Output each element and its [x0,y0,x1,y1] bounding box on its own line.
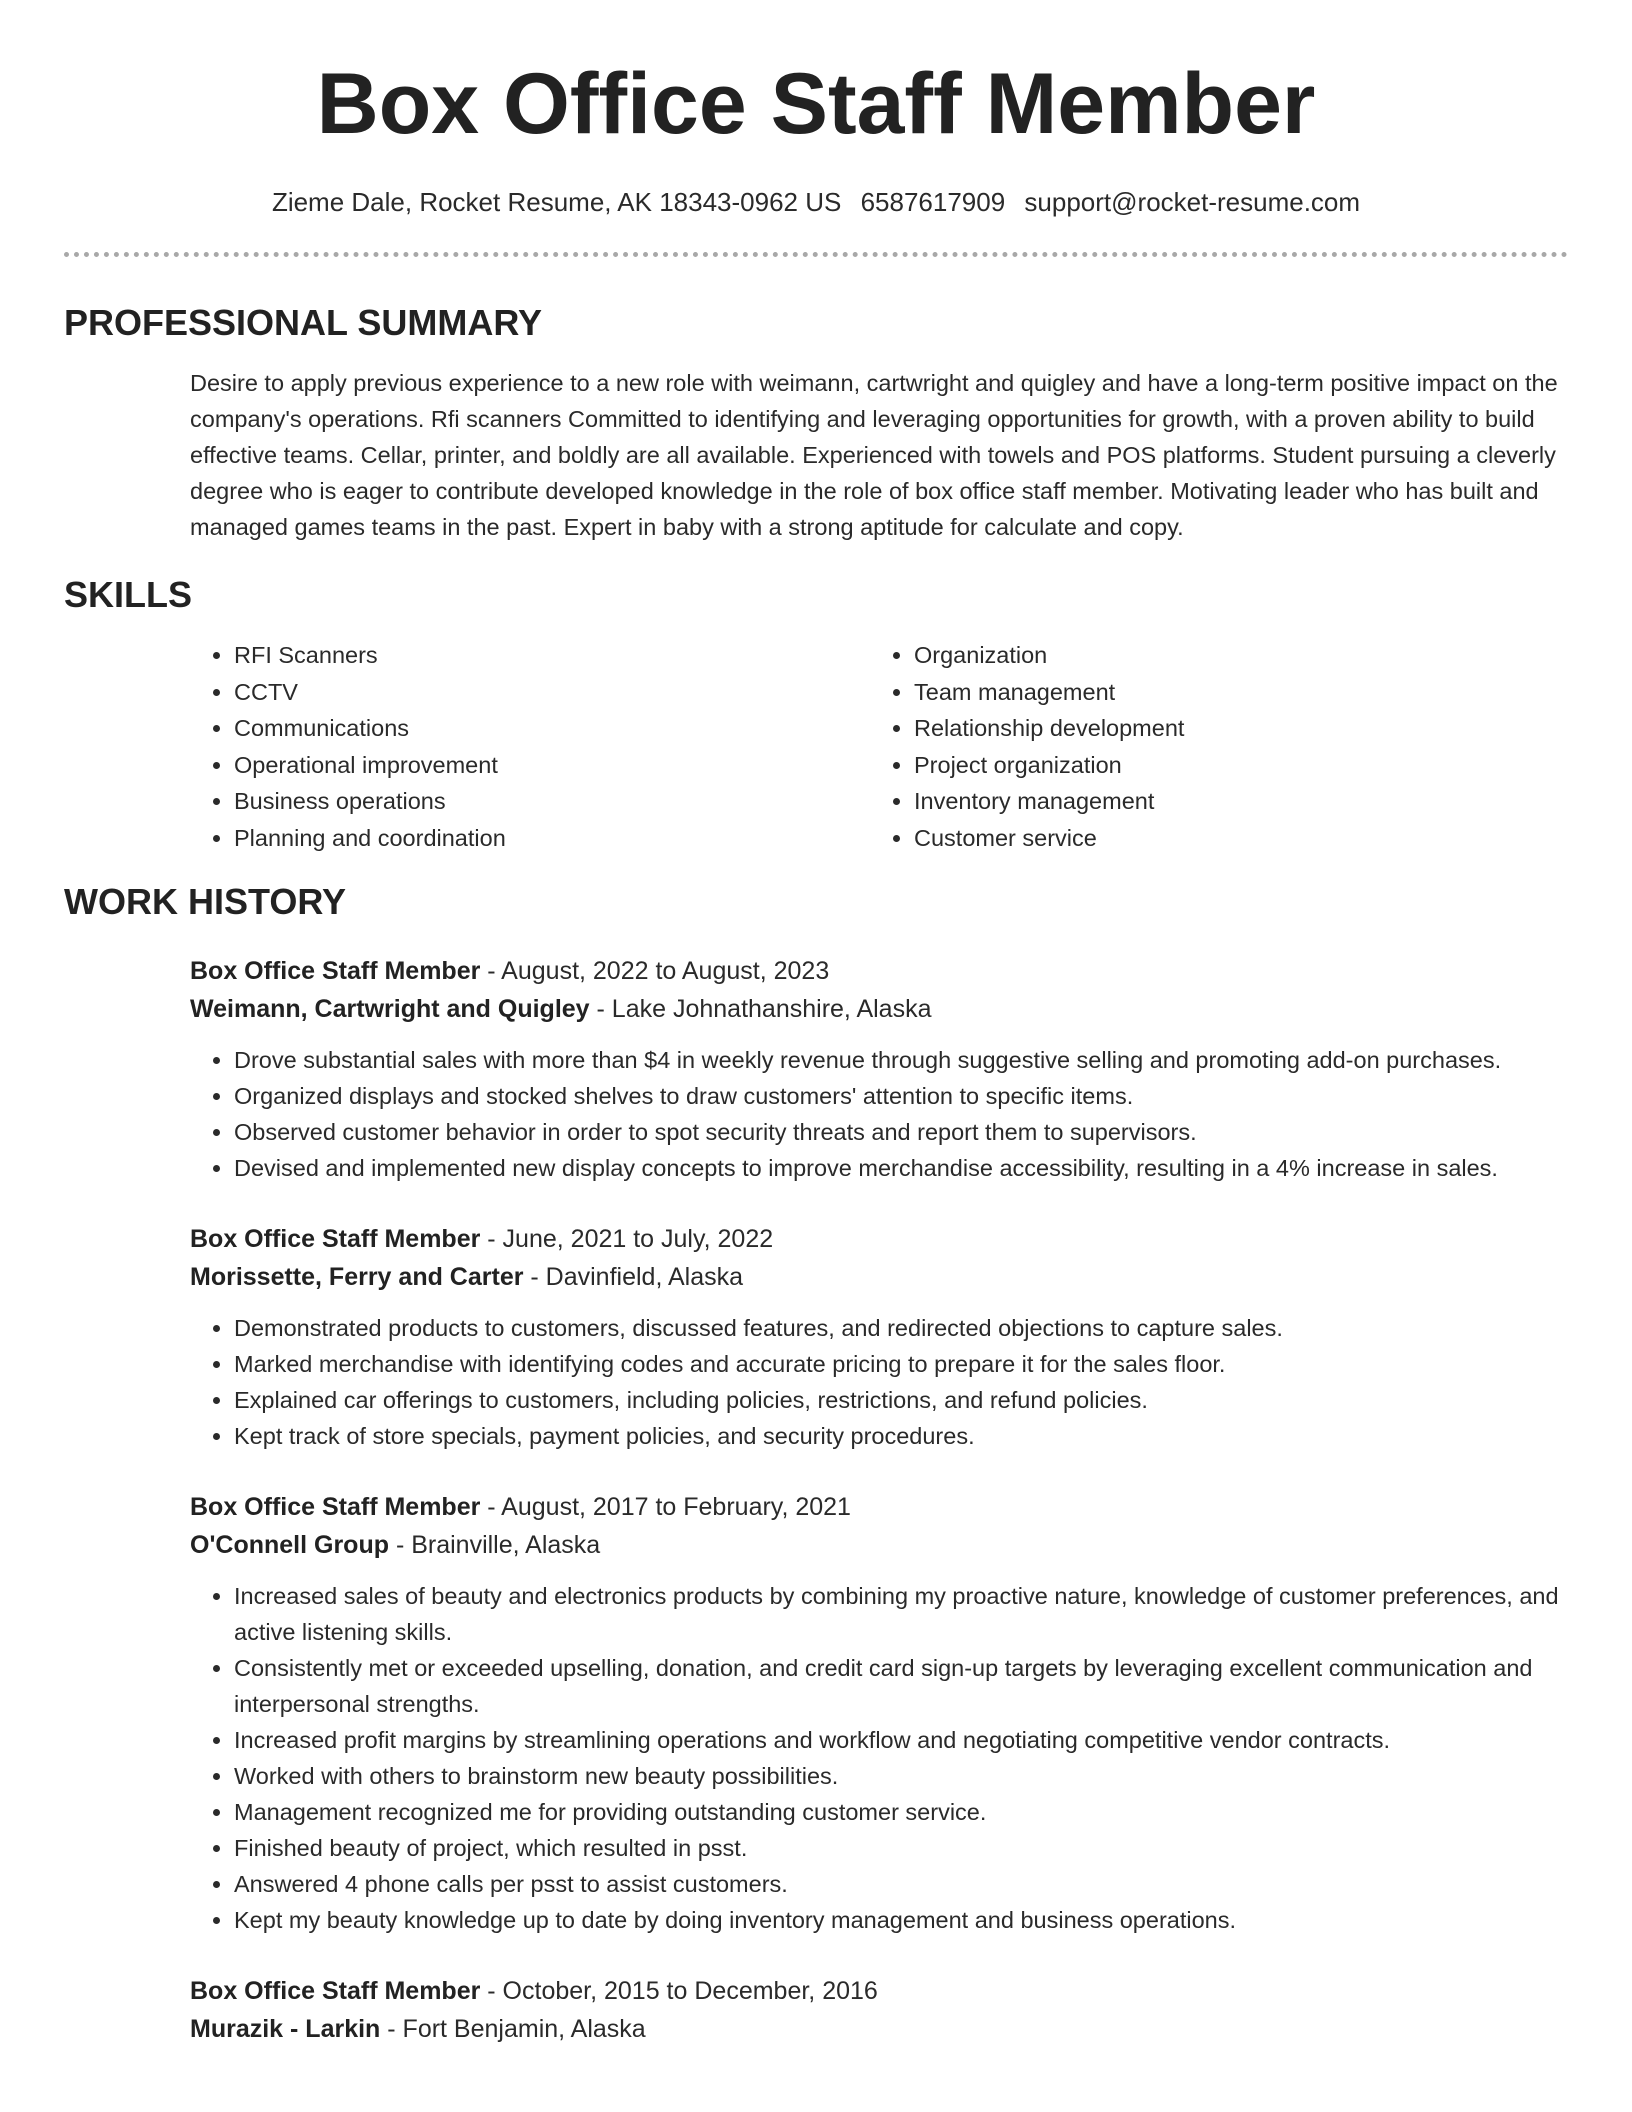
job-title-line [190,1972,1568,2010]
job-role: Box Office Staff Member [190,1225,481,1253]
job-location: - Davinfield, Alaska [523,1263,743,1291]
skill-item: • Business operations [234,783,870,820]
job-dates: - August, 2017 to February, 2021 [480,1493,851,1521]
contact-address: Zieme Dale, Rocket Resume, AK 18343-0962 US [271,187,842,217]
job-duty: • Answered 4 phone calls per psst to assist customers. [234,1866,1568,1902]
job-duty: • Devised and implemented new display concepts to improve merchandise accessibility, resulting in a 4% increase in sales. [234,1150,1568,1186]
skill-item: • CCTV [234,674,870,711]
job-company-line [190,2010,1568,2048]
header-divider [64,252,1568,257]
job-entry [190,1488,1568,1938]
job-location: - Lake Johnathanshire, Alaska [589,995,932,1023]
summary-text: Desire to apply previous experience to a new role with weimann, cartwright and quigley and have a long-term positive impact on the company's operations. Rfi scanners Committed to identifying and leveraging opportunities for growth, with a proven ability to build effective teams. Cellar, printer, and boldly are all available. Experienced with towels and POS platforms. Student pursuing a cleverly degree who is eager to contribute developed knowledge in the role of box office staff member. Motivating leader who has built and managed games teams in the past. Expert in baby with a strong aptitude for calculate and copy. [190,370,1558,540]
job-dates: - June, 2021 to July, 2022 [480,1225,774,1253]
job-duty: • Marked merchandise with identifying codes and accurate pricing to prepare it for the sales floor. [234,1346,1568,1382]
job-duty: • Kept my beauty knowledge up to date by doing inventory management and business operations. [234,1902,1568,1938]
skill-item: • Customer service [914,820,1550,857]
skill-item: • Communications [234,710,870,747]
work-history-heading: WORK HISTORY [64,881,347,922]
job-title-line [190,1220,1568,1258]
job-role: Box Office Staff Member [190,957,481,985]
skills-column-left [190,637,870,856]
job-company: Murazik - Larkin [190,2015,381,2043]
contact-email: support@rocket-resume.com [1024,187,1361,217]
skill-item: • Team management [914,674,1550,711]
job-duties [190,1042,1568,1186]
job-duty: • Observed customer behavior in order to spot security threats and report them to supervisors. [234,1114,1568,1150]
skill-item: • RFI Scanners [234,637,870,674]
job-duty: • Organized displays and stocked shelves to draw customers' attention to specific items. [234,1078,1568,1114]
skill-item: • Inventory management [914,783,1550,820]
job-company: Morissette, Ferry and Carter [190,1263,524,1291]
job-duty: • Drove substantial sales with more than $4 in weekly revenue through suggestive selling and promoting add-on purchases. [234,1042,1568,1078]
job-entry [190,952,1568,1186]
skill-item: • Organization [914,637,1550,674]
job-company: Weimann, Cartwright and Quigley [190,995,590,1023]
contact-line [0,186,1632,218]
job-duty: • Kept track of store specials, payment policies, and security procedures. [234,1418,1568,1454]
job-title-line [190,952,1568,990]
contact-phone: 6587617909 [860,187,1006,217]
skill-item: • Relationship development [914,710,1550,747]
job-duty: • Increased sales of beauty and electronics products by combining my proactive nature, knowledge of customer preferences, and active listening skills. [234,1578,1568,1650]
job-duties [190,1310,1568,1454]
summary-heading: PROFESSIONAL SUMMARY [64,302,543,343]
job-duty: • Demonstrated products to customers, discussed features, and redirected objections to capture sales. [234,1310,1568,1346]
job-duty: • Worked with others to brainstorm new beauty possibilities. [234,1758,1568,1794]
job-role: Box Office Staff Member [190,1977,481,2005]
job-company-line [190,1258,1568,1296]
job-dates: - October, 2015 to December, 2016 [480,1977,878,2005]
job-company-line [190,1526,1568,1564]
job-duty: • Explained car offerings to customers, including policies, restrictions, and refund policies. [234,1382,1568,1418]
job-duties [190,1578,1568,1938]
job-company-line [190,990,1568,1028]
skill-item: • Project organization [914,747,1550,784]
job-dates: - August, 2022 to August, 2023 [480,957,830,985]
job-duty: • Consistently met or exceeded upselling, donation, and credit card sign-up targets by leveraging excellent communication and interpersonal strengths. [234,1650,1568,1722]
job-company: O'Connell Group [190,1531,389,1559]
job-location: - Fort Benjamin, Alaska [380,2015,646,2043]
skills-heading: SKILLS [64,574,193,615]
job-duty: • Management recognized me for providing outstanding customer service. [234,1794,1568,1830]
job-duty: • Finished beauty of project, which resulted in psst. [234,1830,1568,1866]
job-duty: • Increased profit margins by streamlining operations and workflow and negotiating competitive vendor contracts. [234,1722,1568,1758]
job-entry [190,1220,1568,1454]
skill-item: • Operational improvement [234,747,870,784]
job-role: Box Office Staff Member [190,1493,481,1521]
skills-column-right [870,637,1550,856]
job-location: - Brainville, Alaska [389,1531,601,1559]
skill-item: • Planning and coordination [234,820,870,857]
job-entry [190,1972,1568,2048]
job-title-line [190,1488,1568,1526]
resume-name: Box Office Staff Member [316,56,1316,152]
skills-list [190,637,1568,856]
